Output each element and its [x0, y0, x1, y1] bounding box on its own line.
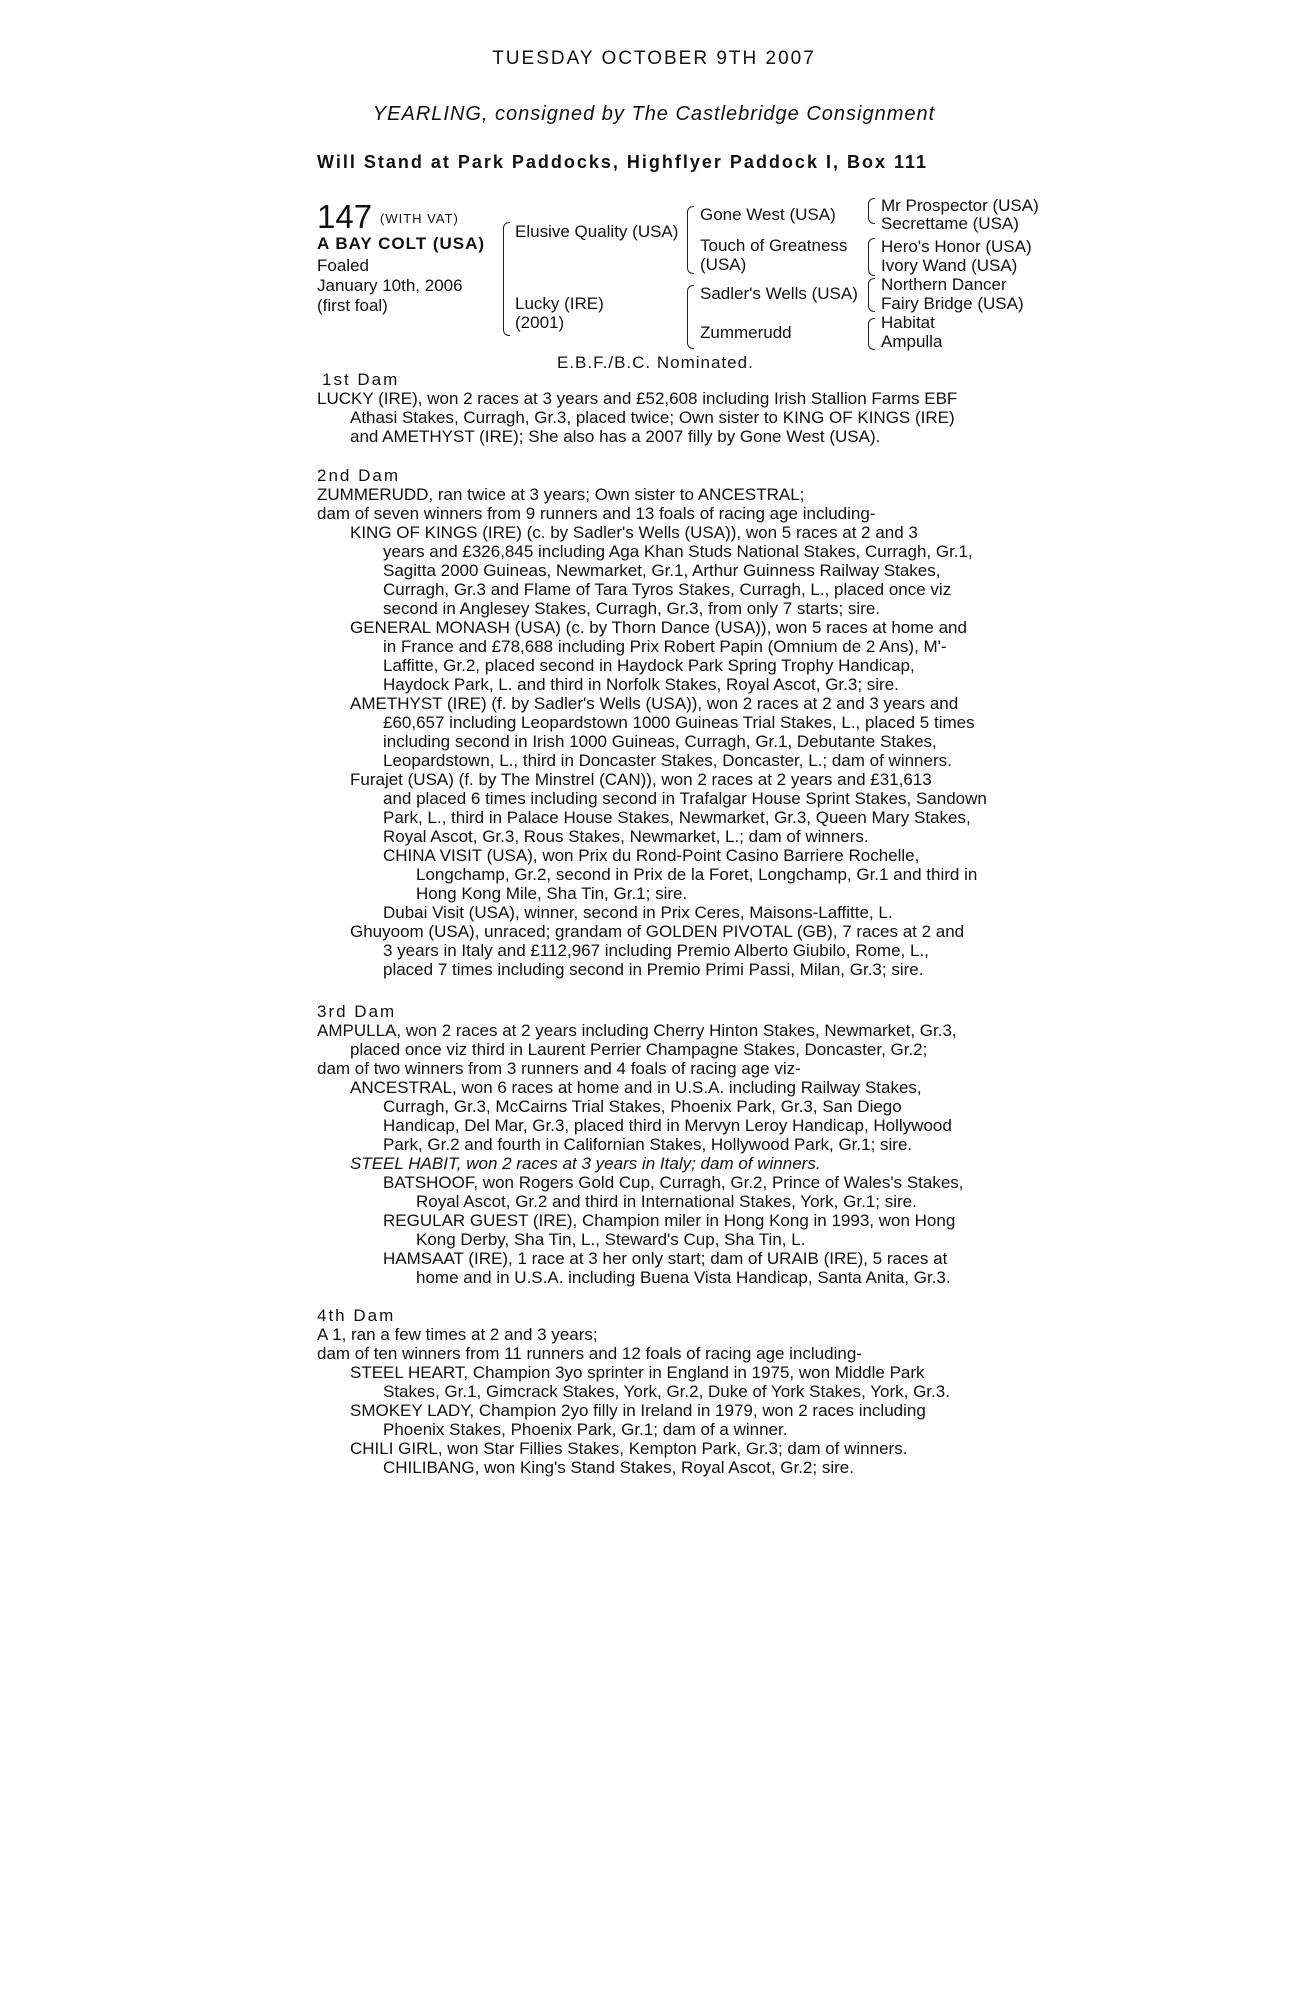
second-dam-entry: Royal Ascot, Gr.3, Rous Stakes, Newmarket, L.; dam of winners.: [383, 827, 869, 846]
first-dam-line: Athasi Stakes, Curragh, Gr.3, placed twice; Own sister to KING OF KINGS (IRE): [350, 408, 955, 427]
second-dam-entry: £60,657 including Leopardstown 1000 Guineas Trial Stakes, L., placed 5 times: [383, 713, 975, 732]
fourth-dam-line: dam of ten winners from 11 runners and 12 foals of racing age including-: [317, 1344, 862, 1363]
second-dam-heading: 2nd Dam: [317, 466, 400, 485]
third-dam-line: Handicap, Del Mar, Gr.3, placed third in Mervyn Leroy Handicap, Hollywood: [383, 1116, 952, 1135]
third-dam-line: AMPULLA, won 2 races at 2 years including Cherry Hinton Stakes, Newmarket, Gr.3,: [317, 1021, 957, 1040]
second-dam-entry: Leopardstown, L., third in Doncaster Stakes, Doncaster, L.; dam of winners.: [383, 751, 952, 770]
second-dam-entry: Hong Kong Mile, Sha Tin, Gr.1; sire.: [416, 884, 688, 903]
second-dam-entry: Curragh, Gr.3 and Flame of Tara Tyros Stakes, Curragh, L., placed once viz: [383, 580, 952, 599]
third-dam-section: [317, 1002, 1007, 1287]
pedigree-sss: Mr Prospector (USA): [881, 196, 1039, 215]
pedigree-ssd: Secrettame (USA): [881, 214, 1019, 233]
third-dam-line: STEEL HABIT, won 2 races at 3 years in Italy; dam of winners.: [350, 1154, 821, 1173]
fourth-dam-line: STEEL HEART, Champion 3yo sprinter in England in 1975, won Middle Park: [350, 1363, 925, 1382]
second-dam-entry: 3 years in Italy and £112,967 including Premio Alberto Giubilo, Rome, L.,: [383, 941, 929, 960]
pedigree-dam-sire: Sadler's Wells (USA): [700, 284, 858, 303]
first-dam-line: and AMETHYST (IRE); She also has a 2007 filly by Gone West (USA).: [350, 427, 881, 446]
second-dam-entry: second in Anglesey Stakes, Curragh, Gr.3, from only 7 starts; sire.: [383, 599, 881, 618]
fourth-dam-line: Phoenix Stakes, Phoenix Park, Gr.1; dam of a winner.: [383, 1420, 788, 1439]
fourth-dam-line: Stakes, Gr.1, Gimcrack Stakes, York, Gr.2, Duke of York Stakes, York, Gr.3.: [383, 1382, 950, 1401]
pedigree-brace-dd: [868, 318, 875, 350]
pedigree-sire-dam-country: (USA): [700, 255, 747, 274]
first-dam-section: [317, 370, 1007, 446]
second-dam-entry: CHINA VISIT (USA), won Prix du Rond-Point Casino Barriere Rochelle,: [383, 846, 920, 865]
sale-date: TUESDAY OCTOBER 9TH 2007: [492, 48, 816, 69]
pedigree-dsd: Fairy Bridge (USA): [881, 294, 1024, 313]
second-dam-entry: Haydock Park, L. and third in Norfolk Stakes, Royal Ascot, Gr.3; sire.: [383, 675, 899, 694]
second-dam-entry: in France and £78,688 including Prix Robert Papin (Omnium de 2 Ans), M'-: [383, 637, 947, 656]
second-dam-intro: ZUMMERUDD, ran twice at 3 years; Own sister to ANCESTRAL;: [317, 485, 805, 504]
second-dam-entry: years and £326,845 including Aga Khan Studs National Stakes, Curragh, Gr.1,: [383, 542, 973, 561]
lot-title: A BAY COLT (USA): [317, 234, 486, 253]
pedigree-ddd: Ampulla: [881, 332, 943, 351]
second-dam-entry: Ghuyoom (USA), unraced; grandam of GOLDEN PIVOTAL (GB), 7 races at 2 and: [350, 922, 965, 941]
second-dam-intro: dam of seven winners from 9 runners and 13 foals of racing age including-: [317, 504, 876, 523]
pedigree-brace-sd: [868, 238, 875, 276]
third-dam-line: Park, Gr.2 and fourth in Californian Stakes, Hollywood Park, Gr.1; sire.: [383, 1135, 913, 1154]
nomination-note: E.B.F./B.C. Nominated.: [557, 353, 754, 372]
foal-note: (first foal): [317, 296, 388, 315]
pedigree-dds: Habitat: [881, 313, 935, 332]
second-dam-entry: Park, L., third in Palace House Stakes, Newmarket, Gr.3, Queen Mary Stakes,: [383, 808, 971, 827]
pedigree-sdd: Ivory Wand (USA): [881, 256, 1018, 275]
stand-location: Will Stand at Park Paddocks, Highflyer Paddock I, Box 111: [317, 152, 929, 172]
vat-note: (WITH VAT): [380, 211, 459, 226]
third-dam-line: BATSHOOF, won Rogers Gold Cup, Curragh, Gr.2, Prince of Wales's Stakes,: [383, 1173, 964, 1192]
second-dam-entry: Laffitte, Gr.2, placed second in Haydock Park Spring Trophy Handicap,: [383, 656, 915, 675]
lot-number: 147: [317, 198, 373, 235]
second-dam-entry: placed 7 times including second in Premio Primi Passi, Milan, Gr.3; sire.: [383, 960, 924, 979]
second-dam-entry: GENERAL MONASH (USA) (c. by Thorn Dance (USA)), won 5 races at home and: [350, 618, 967, 637]
fourth-dam-section: [317, 1306, 1007, 1477]
second-dam-entry: including second in Irish 1000 Guineas, Curragh, Gr.1, Debutante Stakes,: [383, 732, 937, 751]
pedigree-dam: Lucky (IRE): [515, 294, 604, 313]
pedigree-dam-dam: Zummerudd: [700, 323, 792, 342]
foaled-label: Foaled: [317, 256, 369, 275]
fourth-dam-heading: 4th Dam: [317, 1306, 396, 1325]
third-dam-line: ANCESTRAL, won 6 races at home and in U.S.A. including Railway Stakes,: [350, 1078, 922, 1097]
third-dam-line: dam of two winners from 3 runners and 4 foals of racing age viz-: [317, 1059, 801, 1078]
second-dam-entry: Furajet (USA) (f. by The Minstrel (CAN)), won 2 races at 2 years and £31,613: [350, 770, 932, 789]
third-dam-heading: 3rd Dam: [317, 1002, 397, 1021]
third-dam-line: home and in U.S.A. including Buena Vista Handicap, Santa Anita, Gr.3.: [416, 1268, 951, 1287]
pedigree-sire: Elusive Quality (USA): [515, 222, 679, 241]
second-dam-entry: KING OF KINGS (IRE) (c. by Sadler's Wells (USA)), won 5 races at 2 and 3: [350, 523, 918, 542]
pedigree-dss: Northern Dancer: [881, 275, 1007, 294]
first-dam-heading: 1st Dam: [322, 370, 400, 389]
second-dam-entry: AMETHYST (IRE) (f. by Sadler's Wells (USA)), won 2 races at 2 and 3 years and: [350, 694, 959, 713]
first-dam-line: LUCKY (IRE), won 2 races at 3 years and £52,608 including Irish Stallion Farms EBF: [317, 389, 958, 408]
pedigree-brace-dam: [687, 285, 694, 349]
fourth-dam-line: A 1, ran a few times at 2 and 3 years;: [317, 1325, 598, 1344]
third-dam-line: Kong Derby, Sha Tin, L., Steward's Cup, Sha Tin, L.: [416, 1230, 806, 1249]
second-dam-section: [317, 466, 1007, 979]
pedigree-brace-ds: [868, 278, 875, 312]
fourth-dam-line: CHILI GIRL, won Star Fillies Stakes, Kempton Park, Gr.3; dam of winners.: [350, 1439, 908, 1458]
third-dam-line: REGULAR GUEST (IRE), Champion miler in Hong Kong in 1993, won Hong: [383, 1211, 956, 1230]
third-dam-line: Curragh, Gr.3, McCairns Trial Stakes, Phoenix Park, Gr.3, San Diego: [383, 1097, 902, 1116]
fourth-dam-line: SMOKEY LADY, Champion 2yo filly in Ireland in 1979, won 2 races including: [350, 1401, 926, 1420]
third-dam-line: Royal Ascot, Gr.2 and third in International Stakes, York, Gr.1; sire.: [416, 1192, 917, 1211]
second-dam-entry: Dubai Visit (USA), winner, second in Prix Ceres, Maisons-Laffitte, L.: [383, 903, 893, 922]
pedigree-brace-main: [503, 222, 510, 336]
pedigree-dam-year: (2001): [515, 313, 565, 332]
pedigree-sire-dam: Touch of Greatness: [700, 236, 848, 255]
pedigree-sds: Hero's Honor (USA): [881, 237, 1032, 256]
consignment-line: YEARLING, consigned by The Castlebridge Consignment: [372, 103, 936, 125]
third-dam-line: HAMSAAT (IRE), 1 race at 3 her only start; dam of URAIB (IRE), 5 races at: [383, 1249, 948, 1268]
third-dam-line: placed once viz third in Laurent Perrier Champagne Stakes, Doncaster, Gr.2;: [350, 1040, 928, 1059]
foaled-date: January 10th, 2006: [317, 276, 463, 295]
second-dam-entry: Sagitta 2000 Guineas, Newmarket, Gr.1, Arthur Guinness Railway Stakes,: [383, 561, 941, 580]
pedigree-brace-ss: [868, 198, 875, 224]
pedigree-brace-sire: [687, 206, 694, 274]
fourth-dam-line: CHILIBANG, won King's Stand Stakes, Royal Ascot, Gr.2; sire.: [383, 1458, 854, 1477]
second-dam-entry: and placed 6 times including second in Trafalgar House Sprint Stakes, Sandown: [383, 789, 987, 808]
pedigree-sire-sire: Gone West (USA): [700, 205, 836, 224]
second-dam-entry: Longchamp, Gr.2, second in Prix de la Foret, Longchamp, Gr.1 and third in: [416, 865, 978, 884]
